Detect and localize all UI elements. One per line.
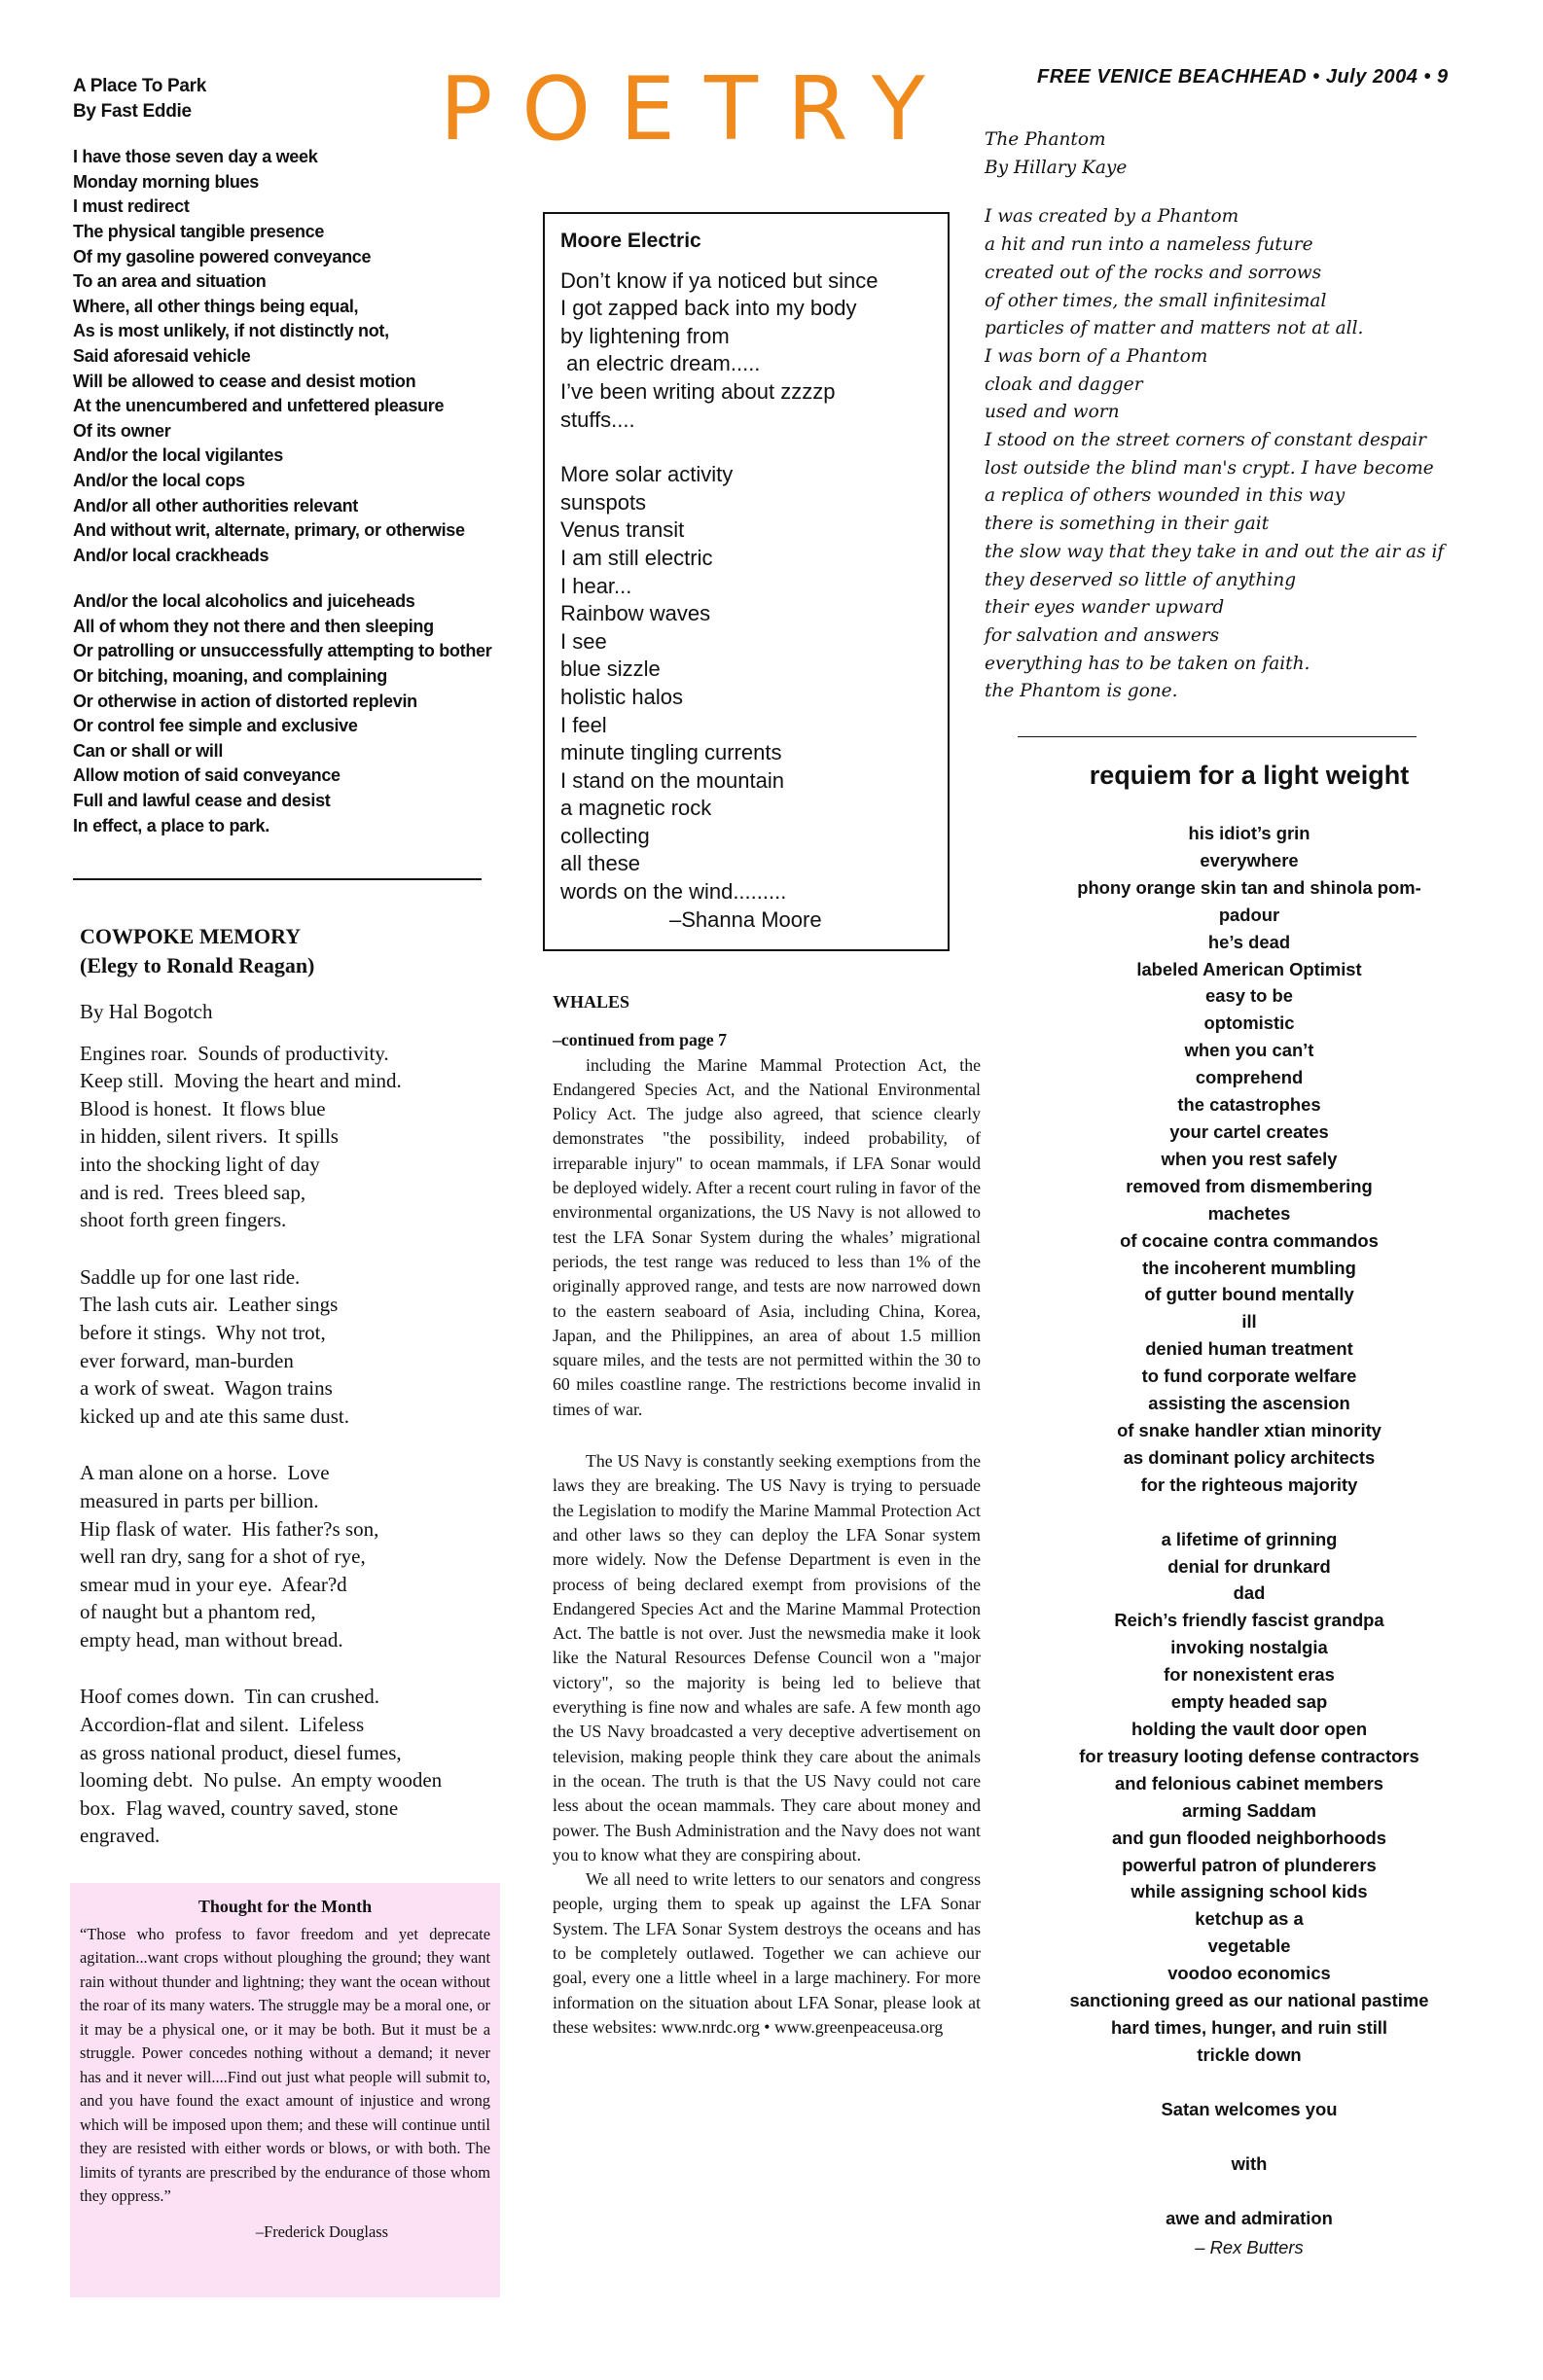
poem-line: cloak and dagger — [985, 373, 1143, 395]
poem-line: I must redirect — [73, 196, 190, 217]
poem-requiem — [1012, 820, 1487, 2260]
poem-body — [560, 267, 932, 906]
poem-line: Don’t know if ya noticed but since — [560, 267, 879, 293]
thought-for-the-month-box — [70, 1883, 500, 2297]
poem-line: used and worn — [985, 402, 1120, 423]
poem-line: The physical tangible presence — [73, 221, 325, 241]
poem-line: Of my gasoline powered conveyance — [73, 246, 372, 266]
poem-line: Saddle up for one last ride. — [80, 1264, 301, 1289]
quote-text: “Those who profess to favor freedom and yet deprecate agitation...want crops without ploughing the ground; they want rain without thunder and lightning; they want the ocean without the roar of its many waters. The struggle may be a moral one, or it may be a physical one, or it may be both. But it must be a struggle. Power concedes nothing without a demand; it never has and it never will....Find out just what people will submit to, and you have found the exact amount of injustice and wrong which will be imposed upon them; and these will continue until they are resisted with either words or blows, or with both. The limits of tyrants are prescribed by the endurance of those whom they oppress.” — [80, 1924, 490, 2205]
poem-line: everything has to be taken on faith. — [985, 653, 1310, 674]
poem-line: a replica of others wounded in this way — [985, 485, 1346, 507]
poem-line: phony orange skin tan and shinola pom- — [1077, 876, 1421, 898]
poem-line: created out of the rocks and sorrows — [985, 262, 1322, 283]
poem-line: Keep still. Moving the heart and mind. — [80, 1069, 402, 1093]
poem-line: the catastrophes — [1177, 1094, 1321, 1116]
poem-line: Will be allowed to cease and desist motion — [73, 371, 416, 391]
poem-line: as dominant policy architects — [1123, 1446, 1376, 1468]
quote-attribution: –Frederick Douglass — [255, 2221, 388, 2241]
poem-line: Venus transit — [560, 517, 685, 543]
poem-line: as gross national product, diesel fumes, — [80, 1740, 402, 1764]
poem-line: I feel — [560, 712, 607, 737]
poem-line: the slow way that they take in and out the air as if — [985, 541, 1445, 562]
poem-line: Full and lawful cease and desist — [73, 791, 331, 811]
poem-line: I see — [560, 628, 607, 654]
poem-moore-electric — [543, 212, 950, 951]
poem-line: and is red. Trees bleed sap, — [80, 1180, 306, 1204]
poem-line: shoot forth green fingers. — [80, 1208, 287, 1232]
poem-line: there is something in their gait — [985, 514, 1270, 535]
poem-line: a magnetic rock — [560, 796, 712, 821]
poem-line: I was created by a Phantom — [985, 206, 1239, 228]
poem-the-phantom — [985, 126, 1471, 706]
poem-title: The Phantom — [985, 129, 1106, 150]
poem-line: ever forward, man-burden — [80, 1348, 294, 1372]
poem-line: removed from dismembering — [1126, 1175, 1373, 1196]
section-title-poetry: POETRY — [440, 58, 954, 160]
poem-line: padour — [1218, 904, 1280, 925]
poem-line: holding the vault door open — [1130, 1719, 1368, 1739]
poem-line: Or patrolling or unsuccessfully attempting to bother — [73, 641, 492, 661]
poem-line: awe and admiration — [1166, 2207, 1333, 2228]
poem-line: he’s dead — [1207, 931, 1291, 952]
poem-line: denied human treatment — [1145, 1338, 1353, 1360]
poem-line: to fund corporate welfare — [1141, 1366, 1357, 1387]
poem-body — [985, 203, 1471, 706]
poem-place-to-park — [73, 74, 501, 838]
poem-line: and felonious cabinet members — [1115, 1772, 1383, 1794]
poem-line: your cartel creates — [1169, 1120, 1329, 1142]
poem-line: blue sizzle — [560, 657, 661, 682]
poem-line: Hip flask of water. His father?s son, — [80, 1516, 379, 1541]
article-paragraph: We all need to write letters to our senators and congress people, urging them to speak up against the LFA Sonar System. The LFA Sonar System destroys the oceans and has to be completely outlawed. Together we can achieve our goal, every one a little wheel in a large machinery. For more information on the situation about LFA Sonar, please look at these websites: www.nrdc.org • www.greenpeaceusa.org — [553, 1869, 981, 2037]
poem-line: with — [1231, 2152, 1268, 2174]
poem-line: and gun flooded neighborhoods — [1112, 1827, 1386, 1848]
poem-line: Said aforesaid vehicle — [73, 345, 251, 366]
poem-line: I have those seven day a week — [73, 147, 318, 167]
poem-line: arming Saddam — [1182, 1799, 1316, 1821]
poem-line: his idiot’s grin — [1188, 823, 1310, 843]
poem-title: COWPOKE MEMORY — [80, 924, 302, 948]
poem-line: of naught but a phantom red, — [80, 1600, 316, 1624]
poem-line: well ran dry, sang for a shot of rye, — [80, 1545, 366, 1569]
poem-line: Hoof comes down. Tin can crushed. — [80, 1685, 379, 1709]
poem-line: Accordion-flat and silent. Lifeless — [80, 1713, 365, 1737]
poem-line: And without writ, alternate, primary, or otherwise — [73, 520, 465, 541]
box-title: Thought for the Month — [197, 1897, 373, 1916]
poem-line: measured in parts per billion. — [80, 1488, 319, 1512]
running-header: FREE VENICE BEACHHEAD • July 2004 • 9 — [1037, 66, 1449, 88]
poem-line: while assigning school kids — [1130, 1881, 1368, 1902]
poem-line: words on the wind......... — [560, 879, 787, 905]
poem-byline: By Fast Eddie — [73, 100, 192, 122]
poem-line: trickle down — [1197, 2043, 1302, 2065]
poem-line: vegetable — [1207, 1936, 1291, 1957]
poem-line: voodoo economics — [1167, 1963, 1331, 1984]
poem-line: into the shocking light of day — [80, 1152, 320, 1176]
poem-line: they deserved so little of anything — [985, 569, 1297, 590]
poem-line: Satan welcomes you — [1161, 2098, 1338, 2119]
poem-line: invoking nostalgia — [1170, 1637, 1328, 1658]
poem-title: Moore Electric — [560, 230, 701, 252]
poem-line: And/or the local alcoholics and juiceheads — [73, 591, 415, 612]
poem-line: ketchup as a — [1195, 1908, 1304, 1930]
poem-line: empty head, man without bread. — [80, 1627, 343, 1652]
poem-line: Where, all other things being equal, — [73, 296, 359, 316]
poem-title: requiem for a light weight — [1089, 761, 1410, 790]
poem-line: Or otherwise in action of distorted replevin — [73, 691, 417, 711]
poem-line: empty headed sap — [1170, 1691, 1328, 1713]
poem-line: And/or the local cops — [73, 470, 245, 490]
divider-rule — [1018, 736, 1417, 737]
poem-line: And/or the local vigilantes — [73, 445, 283, 466]
poem-line: when you can’t — [1184, 1040, 1314, 1061]
poem-line: before it stings. Why not trot, — [80, 1320, 326, 1344]
poem-line: Of its owner — [73, 420, 171, 441]
poem-byline: By Hillary Kaye — [985, 157, 1128, 178]
poem-line: by lightening from — [560, 323, 730, 348]
poem-line: assisting the ascension — [1148, 1393, 1350, 1414]
poem-line: I’ve been writing about zzzzp — [560, 378, 836, 404]
poem-body — [73, 145, 501, 838]
poem-line: for treasury looting defense contractors — [1079, 1745, 1419, 1766]
poem-line: machetes — [1207, 1202, 1291, 1224]
poem-line: Reich’s friendly fascist grandpa — [1114, 1610, 1384, 1631]
article-whales — [553, 990, 981, 2040]
poem-line: Or control fee simple and exclusive — [73, 716, 358, 736]
poem-line: All of whom they not there and then sleeping — [73, 616, 434, 636]
poem-body — [80, 1040, 518, 1850]
poem-body — [1012, 820, 1487, 2232]
poem-line: holistic halos — [560, 684, 683, 709]
poem-line: In effect, a place to park. — [73, 815, 269, 835]
poem-line: As is most unlikely, if not distinctly not, — [73, 321, 389, 341]
poem-line: a lifetime of grinning — [1161, 1528, 1338, 1549]
continued-note: –continued from page 7 — [553, 1030, 727, 1050]
poem-line: To an area and situation — [73, 271, 267, 292]
poem-line: minute tingling currents — [560, 740, 782, 765]
poem-line: a work of sweat. Wagon trains — [80, 1376, 333, 1401]
poem-byline: By Hal Bogotch — [80, 1000, 213, 1023]
poem-line: particles of matter and matters not at all. — [985, 318, 1364, 339]
poem-line: a hit and run into a nameless future — [985, 234, 1313, 256]
poem-line: smear mud in your eye. Afear?d — [80, 1572, 347, 1596]
poem-line: At the unencumbered and unfettered pleasure — [73, 396, 445, 416]
poem-line: ill — [1241, 1311, 1257, 1332]
poem-line: More solar activity — [560, 462, 734, 487]
divider-rule — [73, 878, 482, 880]
poem-line: Can or shall or will — [73, 740, 224, 761]
poem-line: engraved. — [80, 1824, 161, 1848]
poem-line: I stood on the street corners of constant despair — [985, 430, 1427, 451]
poem-line: stuffs.... — [560, 407, 635, 432]
poem-line: of cocaine contra commandos — [1120, 1229, 1379, 1251]
poem-line: hard times, hunger, and ruin still — [1110, 2016, 1388, 2038]
poem-line: box. Flag waved, country saved, stone — [80, 1795, 399, 1820]
article-paragraph: The US Navy is constantly seeking exemptions from the laws they are breaking. The US Navy is trying to persuade the Legislation to modify the Marine Mammal Protection Act and other laws so they can deploy the LFA Sonar system more widely. Now the Defense Department is even in the process of being declared exempt from provisions of the Endangered Species Act and the Marine Mammal Protection Act. The battle is not over. Just the newsmedia make it look like the Natural Resources Defense Council won a "major victory", so the majority is being led to believe that everything is fine now and whales are safe. A few month ago the US Navy broadcasted a very deceptive advertisement on television, making people think they care about the animals in the ocean. The truth is that the US Navy could not care less about the ocean mammals. They care about money and power. The Bush Administration and the Navy does not want you to know what they are conspiring about. — [553, 1451, 981, 1865]
article-title: WHALES — [553, 992, 630, 1012]
poem-line: an electric dream..... — [560, 351, 761, 376]
poem-line: everywhere — [1200, 849, 1299, 870]
poem-line: in hidden, silent rivers. It spills — [80, 1124, 339, 1149]
poem-line: for the righteous majority — [1140, 1474, 1358, 1495]
poem-line: powerful patron of plunderers — [1122, 1854, 1377, 1875]
poem-line: the incoherent mumbling — [1142, 1257, 1356, 1278]
poem-line: looming debt. No pulse. An empty wooden — [80, 1768, 443, 1793]
poem-line: Monday morning blues — [73, 171, 260, 192]
poem-line: of gutter bound mentally — [1144, 1284, 1354, 1305]
poem-line: of snake handler xtian minority — [1117, 1419, 1382, 1440]
poem-line: sanctioning greed as our national pastime — [1069, 1990, 1429, 2011]
poem-line: The lash cuts air. Leather sings — [80, 1293, 339, 1317]
poem-line: denial for drunkard — [1167, 1555, 1331, 1577]
poem-line: for salvation and answers — [985, 624, 1220, 646]
poem-line: dad — [1233, 1582, 1266, 1604]
poem-line: kicked up and ate this same dust. — [80, 1403, 350, 1428]
poem-title: A Place To Park — [73, 76, 207, 96]
poem-signature: – Rex Butters — [1195, 2236, 1304, 2257]
poem-line: all these — [560, 851, 640, 876]
poem-line: for nonexistent eras — [1164, 1664, 1335, 1686]
poem-line: I was born of a Phantom — [985, 345, 1208, 367]
poem-line: comprehend — [1195, 1067, 1304, 1088]
poem-line: I hear... — [560, 573, 632, 598]
poem-line: labeled American Optimist — [1136, 958, 1362, 979]
poem-line: the Phantom is gone. — [985, 681, 1178, 702]
poem-cowpoke-memory — [80, 922, 518, 1850]
poem-line: of other times, the small infinitesimal — [985, 290, 1327, 311]
poem-subtitle: (Elegy to Ronald Reagan) — [80, 953, 315, 977]
poem-line: Rainbow waves — [560, 601, 711, 626]
poem-line: Or bitching, moaning, and complaining — [73, 666, 387, 687]
poem-line: Allow motion of said conveyance — [73, 765, 341, 786]
poem-line: collecting — [560, 823, 650, 848]
poem-line: sunspots — [560, 489, 647, 515]
poem-line: A man alone on a horse. Love — [80, 1461, 330, 1485]
poem-line: I got zapped back into my body — [560, 296, 857, 321]
poem-line: I am still electric — [560, 545, 713, 570]
poem-line: And/or all other authorities relevant — [73, 495, 358, 515]
article-paragraph: including the Marine Mammal Protection Act, the Endangered Species Act, and the National Environmental Policy Act. The judge also agreed, that science clearly demonstrates "the possibility, indeed probability, of irreparable injury" to ocean mammals, if LFA Sonar would be deployed widely. After a recent court ruling in favor of the environmental organizations, the US Navy is not allowed to test the LFA Sonar System during the whales’ migrational periods, the test range was reduced to less than 1% of the originally approved range, and tests are now narrowed down to the eastern seaboard of Asia, including China, Korea, Japan, and the Philippines, an area of about 1.5 million square miles, and the tests are not permitted within the 30 to 60 miles coastline range. The restrictions become invalid in times of war. — [553, 1054, 981, 1419]
poem-line: I stand on the mountain — [560, 767, 784, 793]
poem-line: their eyes wander upward — [985, 597, 1225, 619]
poem-line: optomistic — [1203, 1012, 1295, 1034]
poem-line: Engines roar. Sounds of productivity. — [80, 1041, 389, 1065]
poem-line: And/or local crackheads — [73, 545, 269, 565]
poem-line: easy to be — [1205, 985, 1293, 1007]
poem-signature: –Shanna Moore — [669, 906, 822, 932]
poem-line: Blood is honest. It flows blue — [80, 1096, 326, 1120]
poem-line: when you rest safely — [1161, 1148, 1338, 1169]
poem-line: lost outside the blind man's crypt. I have become — [985, 457, 1434, 479]
